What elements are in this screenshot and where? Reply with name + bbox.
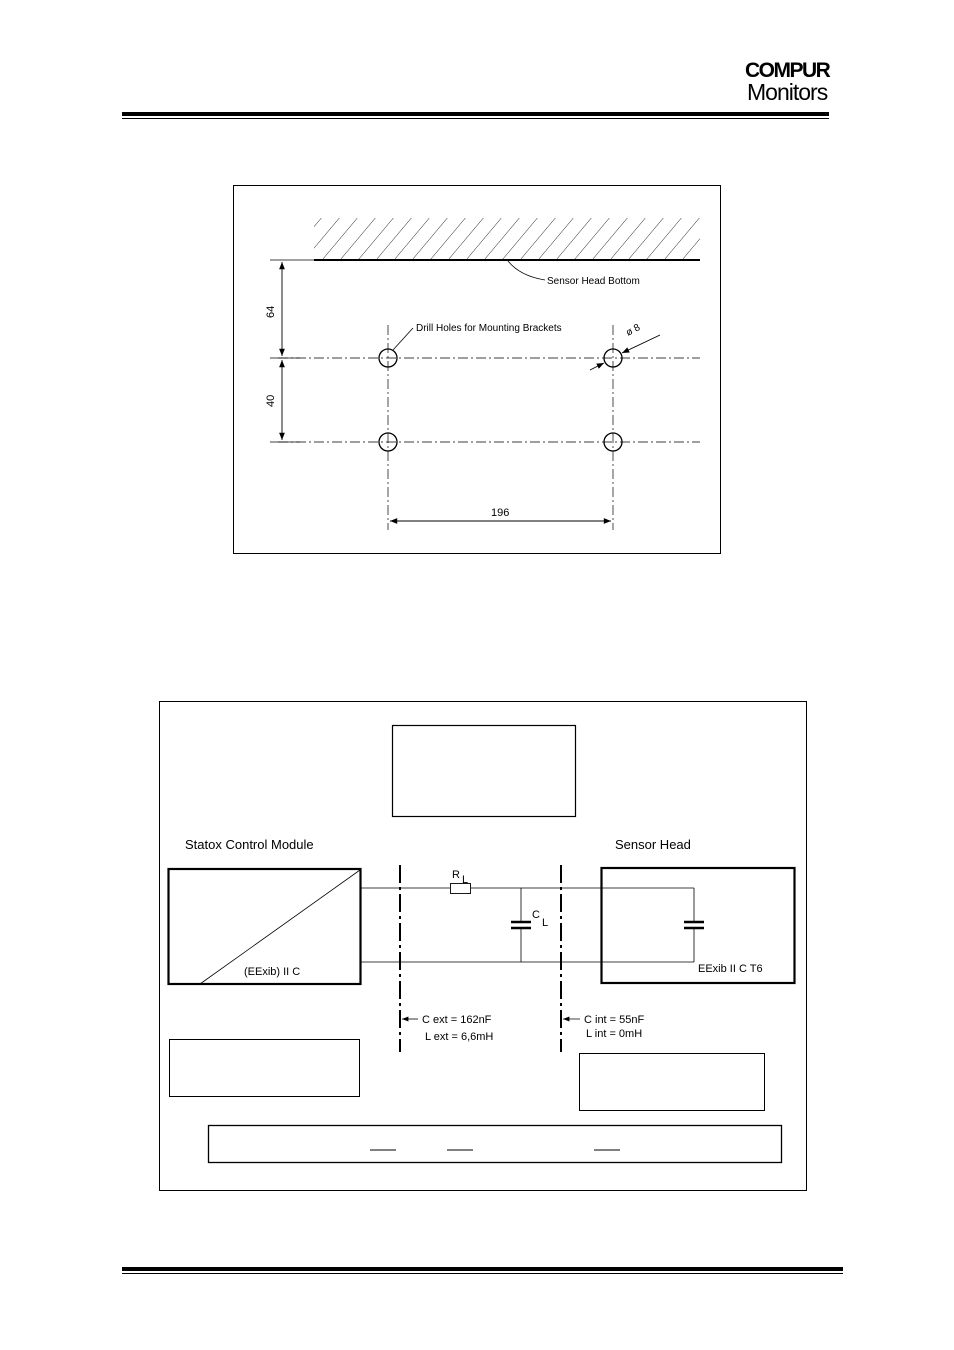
resistor-subscript: L xyxy=(462,874,469,886)
hole-diameter-label: ø 8 xyxy=(624,322,643,339)
int-capacitance: C int = 55nF xyxy=(584,1014,645,1026)
drill-holes-leader xyxy=(393,328,413,350)
diameter-arrow-left xyxy=(590,363,604,370)
dim-label-64: 64 xyxy=(265,305,277,318)
drill-holes-label: Drill Holes for Mounting Brackets xyxy=(416,323,562,334)
sensor-head-hatching xyxy=(314,218,700,260)
capacitor-subscript: L xyxy=(542,917,549,929)
resistor-label: R xyxy=(452,869,460,881)
wiring-frame xyxy=(160,702,807,1191)
int-inductance: L int = 0mH xyxy=(586,1028,643,1040)
right-note-box xyxy=(580,1054,765,1111)
diameter-arrow-right xyxy=(622,335,660,353)
ext-inductance: L ext = 6,6mH xyxy=(425,1031,494,1043)
dim-label-40: 40 xyxy=(265,394,277,407)
control-module-title: Statox Control Module xyxy=(185,837,314,852)
sensor-head-rating: EExib II C T6 xyxy=(698,963,763,975)
top-note-box xyxy=(393,726,576,817)
left-note-box xyxy=(170,1040,360,1097)
sensor-head-title: Sensor Head xyxy=(615,837,691,852)
logo-line-2: Monitors xyxy=(747,79,828,105)
ext-capacitance: C ext = 162nF xyxy=(422,1014,492,1026)
capacitor-label: C xyxy=(532,909,540,921)
logo-line-1: COMPUR xyxy=(745,59,830,82)
sensor-bottom-leader xyxy=(508,261,545,280)
dim-label-196: 196 xyxy=(491,507,510,519)
mounting-drawing xyxy=(234,186,721,554)
control-module-rating: (EExib) II C xyxy=(244,966,301,978)
wiring-diagram xyxy=(160,702,807,1191)
formula-bar xyxy=(209,1126,782,1163)
sensor-head-bottom-label: Sensor Head Bottom xyxy=(547,276,640,287)
